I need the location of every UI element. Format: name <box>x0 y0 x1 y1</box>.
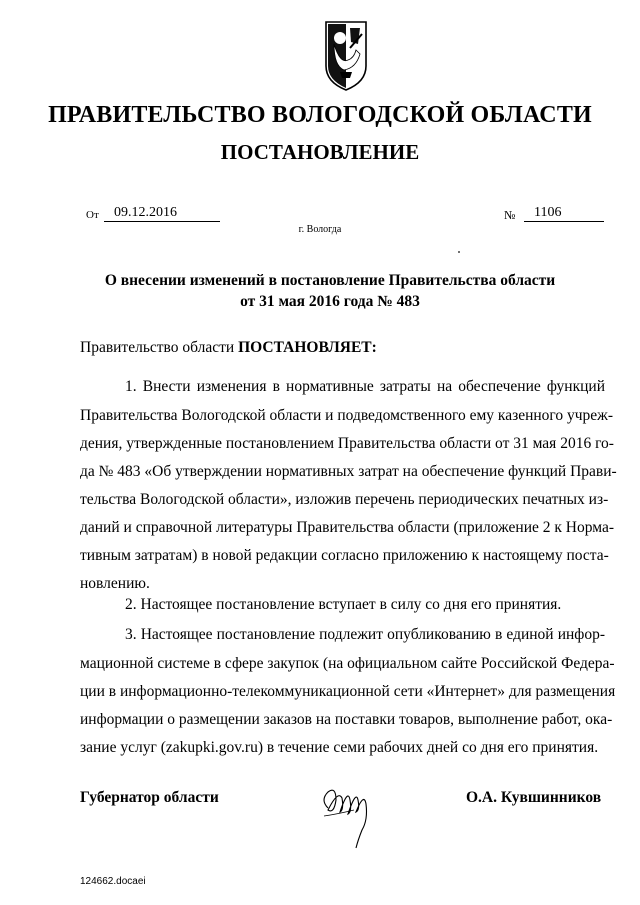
body-line: 2. Настоящее постановление вступает в силу со дня его принятия. <box>125 596 562 613</box>
file-name: 124662.docaei <box>80 876 146 887</box>
document-type: ПОСТАНОВЛЕНИЕ <box>220 140 420 164</box>
signatory-title: Губернатор области <box>80 789 219 806</box>
subject-line-2: от 31 мая 2016 года № 483 <box>240 293 420 310</box>
preamble <box>80 339 377 357</box>
city-label: г. Вологда <box>298 224 342 235</box>
document-date: 09.12.2016 <box>104 205 220 222</box>
body-line: тивным затратам) в новой редакции согласно приложению к настоящему поста- <box>80 547 609 564</box>
body-line: новлению. <box>80 575 150 592</box>
scan-speck <box>458 251 460 253</box>
body-line: информации о размещении заказов на поставки товаров, выполнение работ, ока- <box>80 711 613 728</box>
preamble-text: Правительство области <box>80 339 239 356</box>
body-line: 3. Настоящее постановление подлежит опубликованию в единой инфор- <box>125 626 605 643</box>
body-line: мационной системе в сфере закупок (на официальном сайте Российской Федера- <box>80 655 615 672</box>
body-line: да № 483 «Об утверждении нормативных затрат на обеспечение функций Прави- <box>80 463 617 480</box>
government-name: ПРАВИТЕЛЬСТВО ВОЛОГОДСКОЙ ОБЛАСТИ <box>48 102 592 128</box>
number-label: № <box>504 208 516 222</box>
coat-of-arms-emblem <box>320 14 372 94</box>
from-label: От <box>86 209 99 221</box>
body-line: дения, утвержденные постановлением Правительства области от 31 мая 2016 го- <box>80 435 614 452</box>
body-line: 1. Внести изменения в нормативные затраты на обеспечение функций <box>125 378 605 395</box>
body-line: даний и справочной литературы Правительства области (приложение 2 к Норма- <box>80 519 615 536</box>
body-line: зание услуг (zakupki.gov.ru) в течение семи рабочих дней со дня его принятия. <box>80 739 599 756</box>
body-line: ции в информационно-телекоммуникационной сети «Интернет» для размещения <box>80 683 616 700</box>
preamble-decree: ПОСТАНОВЛЯЕТ: <box>238 339 377 356</box>
document-subject <box>0 270 640 312</box>
body-line: тельства Вологодской области», изложив перечень периодических печатных из- <box>80 491 609 508</box>
handwritten-signature <box>318 770 378 850</box>
subject-line-1: О внесении изменений в постановление Правительства области <box>104 272 556 289</box>
body-line: Правительства Вологодской области и подведомственного ему казенного учреж- <box>80 407 614 424</box>
signatory-name: О.А. Кувшинников <box>466 789 602 806</box>
document-number: 1106 <box>524 205 604 222</box>
